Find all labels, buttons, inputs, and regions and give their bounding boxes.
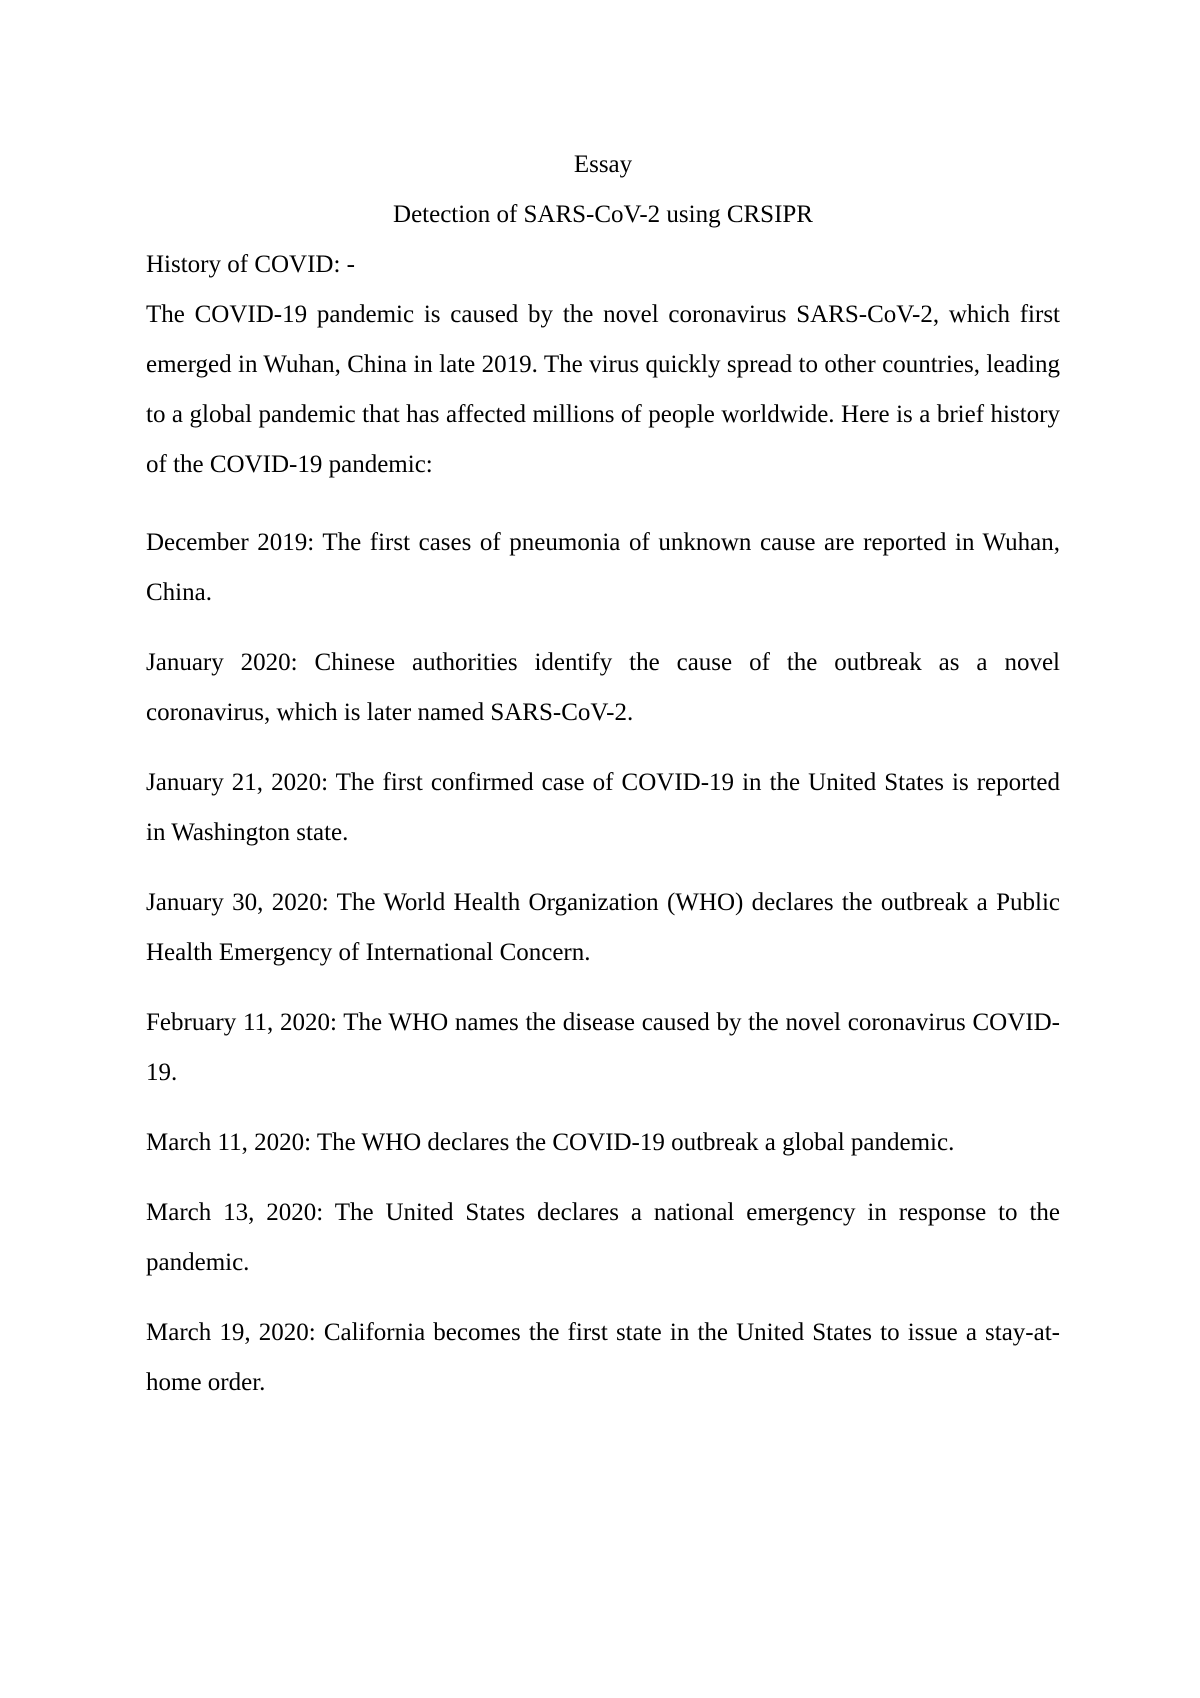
timeline-entry: January 2020: Chinese authorities identify the cause of the outbreak as a novel coronavirus, which is later named SARS-CoV-2. [146,649,1060,726]
document-title: Detection of SARS-CoV-2 using CRSIPR [393,201,813,228]
timeline-entry: March 13, 2020: The United States declares a national emergency in response to the pandemic. [146,1199,1060,1276]
section-heading: History of COVID: - [146,251,356,278]
timeline-entry: January 21, 2020: The first confirmed case of COVID-19 in the United States is reported in Washington state. [146,769,1060,846]
timeline-entry: March 11, 2020: The WHO declares the COVID-19 outbreak a global pandemic. [146,1129,955,1156]
timeline-entry: March 19, 2020: California becomes the first state in the United States to issue a stay-at-home order. [146,1319,1060,1396]
timeline-entry: December 2019: The first cases of pneumonia of unknown cause are reported in Wuhan, China. [146,529,1060,606]
timeline-entry: February 11, 2020: The WHO names the disease caused by the novel coronavirus COVID-19. [146,1009,1060,1086]
timeline-entry: January 30, 2020: The World Health Organization (WHO) declares the outbreak a Public Health Emergency of International Concern. [146,889,1060,966]
document-label: Essay [573,151,633,178]
intro-paragraph: The COVID-19 pandemic is caused by the novel coronavirus SARS-CoV-2, which first emerged in Wuhan, China in late 2019. The virus quickly spread to other countries, leading to a global pandemic that has affected millions of people worldwide. Here is a brief history of the COVID-19 pandemic: [146,301,1060,478]
